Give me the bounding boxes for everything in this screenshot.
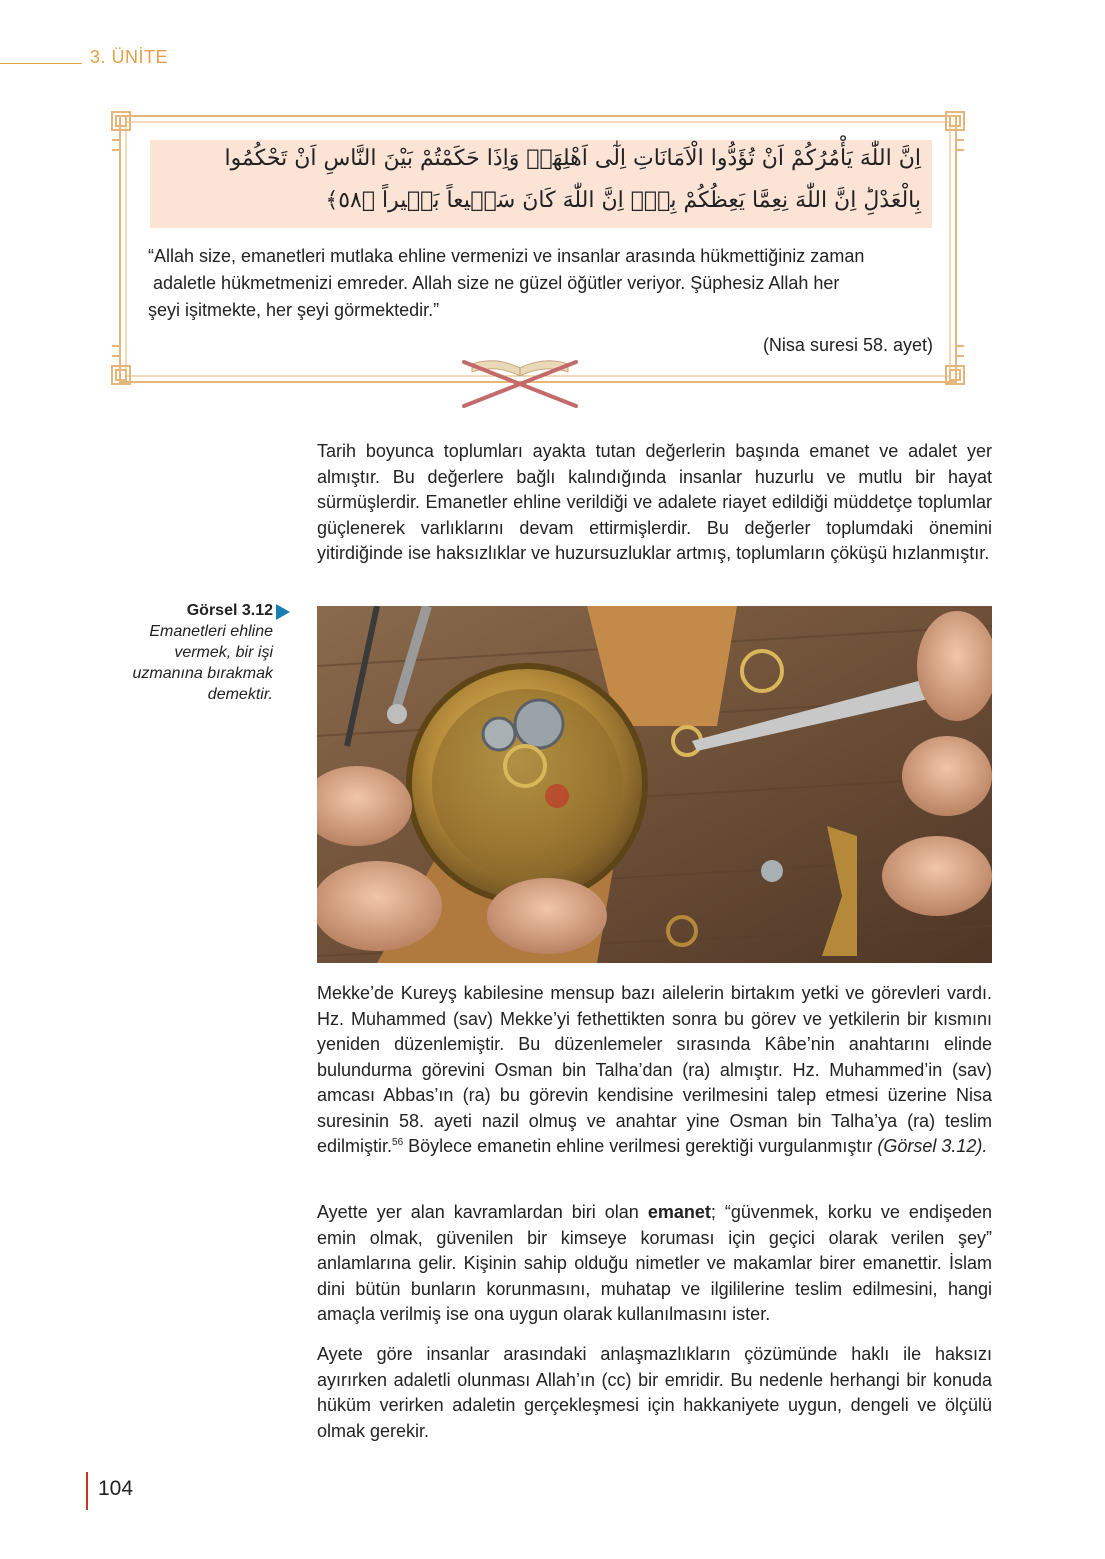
- ayah-translation: [148, 243, 934, 324]
- page-number: 104: [98, 1477, 134, 1500]
- ayah-translation-line-2: adaletle hükmetmenizi emreder. Allah size ne güzel öğütler veriyor. Şüphesiz Allah her: [153, 273, 840, 293]
- caption-arrow-icon: [276, 604, 290, 620]
- figure-caption-text: Emanetleri ehline vermek, bir işi uzmanına bırakmak demektir.: [132, 623, 273, 703]
- ayah-arabic-line-2: بِالْعَدْلِؕ اِنَّ اللّٰهَ نِعِمَّا يَعِظُكُمْ بِهٖؕ اِنَّ اللّٰهَ كَانَ سَم۪يعاً بَص۪يراً ﴿٥٨﴾: [325, 188, 921, 213]
- paragraph-kabe-key-text: Mekke’de Kureyş kabilesine mensup bazı ailelerin birtakım yetki ve görevleri vardı. Hz. Muhammed (sav) Mekke’yi fethettikten sonra bu görev ve yetkilerin bir kısmını yeniden düzenlemiştir. Bu düzenlemeler sırasında Kâbe’nin anahtarını elinde bulundurma görevini Osman bin Talha’dan (ra) almıştır. Hz. Muhammed’in (sav) amcası Abbas’ın (ra) bu görevin kendisine verilmesini talep etmesi üzerine Nisa suresinin 58. ayeti nazil olmuş ve anahtar yine Osman bin Talha’ya (ra) teslim edilmiştir.: [317, 983, 992, 1156]
- ayah-translation-line-3: şeyi işitmekte, her şeyi görmektedir.”: [148, 300, 440, 320]
- watchmaker-photo: [317, 606, 992, 963]
- figure-caption: [100, 600, 273, 705]
- figure-reference: (Görsel 3.12).: [877, 1136, 988, 1156]
- ayah-arabic-line-1: اِنَّ اللّٰهَ يَأْمُرُكُمْ اَنْ تُؤَدُّوا الْاَمَانَاتِ اِلٰٓى اَهْلِهَاۙ وَاِذَا حَكَمْتُمْ بَيْنَ النَّاسِ اَنْ تَحْكُمُوا: [224, 146, 921, 171]
- ayah-source: (Nisa suresi 58. ayet): [762, 335, 933, 355]
- paragraph-kabe-key-text-after: Böylece emanetin ehline verilmesi gerektiği vurgulanmıştır: [403, 1136, 878, 1156]
- paragraph-emanet-after: ; “güvenmek, korku ve endişeden emin olmak, güvenilen bir kimseye koruması için geçici olarak verilen şey” anlamlarına gelir. Kişinin sahip olduğu nimetler ve makamlar birer emanettir. İslam dini bütün bunların korunmasını, muhatap ve ilgililerine teslim edilmesini, hangi amaçla verilmiş ise ona uygun olarak kullanılmasını ister.: [317, 1202, 993, 1324]
- page-number-rule: [86, 1472, 88, 1510]
- footnote-marker: 56: [392, 1137, 404, 1148]
- term-emanet: emanet: [647, 1202, 711, 1222]
- paragraph-kabe-key: [317, 981, 992, 1160]
- paragraph-emanet-before: Ayette yer alan kavramlardan biri olan: [317, 1202, 648, 1222]
- open-book-icon: [458, 354, 582, 412]
- intro-paragraph: Tarih boyunca toplumları ayakta tutan değerlerin başında emanet ve adalet yer almıştır. Bu değerlere bağlı kalındığında insanlar huzurlu ve mutlu bir hayat sürmüşlerdir. Emanetler ehline verildiği ve adalete riayet edildiği müddetçe toplumlar güçlenerek varlıklarını devam ettirmişlerdir. Bu değerler toplumdaki önemini yitirdiğinde ise haksızlıklar ve huzursuzluklar artmış, toplumların çöküşü hızlanmıştır.: [317, 441, 992, 563]
- unit-label: 3. ÜNİTE: [90, 47, 169, 67]
- header-rule: [0, 63, 82, 64]
- paragraph-emanet-definition: [317, 1200, 992, 1328]
- paragraph-justice: Ayete göre insanlar arasındaki anlaşmazlıkların çözümünde haklı ile haksızı ayırırken adaletli olunması Allah’ın (cc) bir emridir. Bu nedenle herhangi bir konuda hüküm verirken adaletin gerçekleşmesi için hakkaniyete uygun, dengeli ve ölçülü olmak gerekir.: [317, 1344, 992, 1441]
- figure-label: Görsel 3.12: [186, 602, 273, 619]
- ayah-translation-line-1: “Allah size, emanetleri mutlaka ehline vermenizi ve insanlar arasında hükmettiğiniz zaman: [148, 246, 865, 266]
